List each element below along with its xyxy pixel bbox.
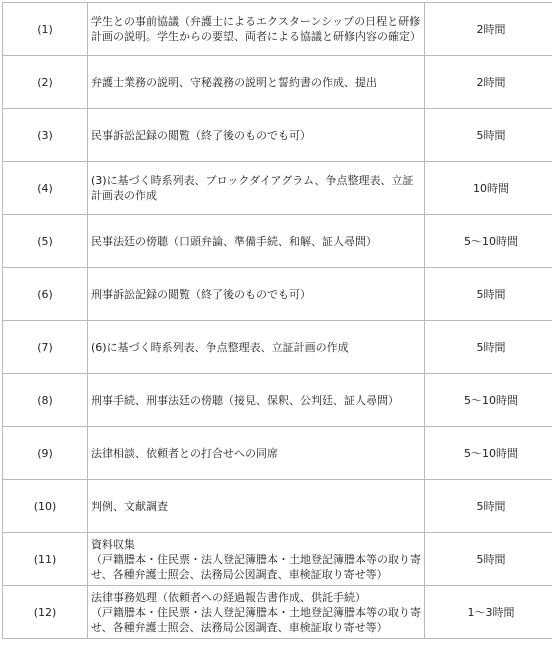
table-row xyxy=(3,480,552,533)
row-description: 学生との事前協議（弁護士によるエクスターンシップの日程と研修計画の説明。学生からの要望、両者による協議と研修内容の確定） xyxy=(88,3,425,56)
row-number: (2) xyxy=(3,56,88,109)
row-hours: 2時間 xyxy=(425,56,552,109)
row-hours: 10時間 xyxy=(425,162,552,215)
row-number: (6) xyxy=(3,268,88,321)
row-hours: 5時間 xyxy=(425,268,552,321)
table-row xyxy=(3,268,552,321)
row-description: 資料収集 （戸籍謄本・住民票・法人登記簿謄本・土地登記簿謄本等の取り寄せ、各種弁護士照会、法務局公図調査、車検証取り寄せ等） xyxy=(88,533,425,586)
row-number: (8) xyxy=(3,374,88,427)
row-description: 民事訴訟記録の閲覧（終了後のものでも可） xyxy=(88,109,425,162)
table-row xyxy=(3,56,552,109)
row-number: (12) xyxy=(3,586,88,639)
table-row xyxy=(3,321,552,374)
row-number: (1) xyxy=(3,3,88,56)
row-hours: 5～10時間 xyxy=(425,215,552,268)
row-hours: 5時間 xyxy=(425,480,552,533)
row-description: 法律相談、依頼者との打合せへの同席 xyxy=(88,427,425,480)
table-row xyxy=(3,586,552,639)
row-number: (4) xyxy=(3,162,88,215)
row-number: (10) xyxy=(3,480,88,533)
table-row xyxy=(3,109,552,162)
row-description: (6)に基づく時系列表、争点整理表、立証計画の作成 xyxy=(88,321,425,374)
row-hours: 5時間 xyxy=(425,321,552,374)
row-number: (7) xyxy=(3,321,88,374)
row-hours: 5～10時間 xyxy=(425,427,552,480)
row-description: 民事法廷の傍聴（口頭弁論、準備手続、和解、証人尋問） xyxy=(88,215,425,268)
row-hours: 5～10時間 xyxy=(425,374,552,427)
externship-schedule-table xyxy=(2,2,552,639)
row-number: (3) xyxy=(3,109,88,162)
row-description: 判例、文献調査 xyxy=(88,480,425,533)
row-description: 刑事訴訟記録の閲覧（終了後のものでも可） xyxy=(88,268,425,321)
row-description: 法律事務処理（依頼者への経過報告書作成、供託手続） （戸籍謄本・住民票・法人登記簿謄本・土地登記簿謄本等の取り寄せ、各種弁護士照会、法務局公図調査、車検証取り寄せ等） xyxy=(88,586,425,639)
table-row xyxy=(3,427,552,480)
row-description: (3)に基づく時系列表、ブロックダイアグラム、争点整理表、立証計画表の作成 xyxy=(88,162,425,215)
table-row xyxy=(3,215,552,268)
row-number: (11) xyxy=(3,533,88,586)
row-number: (5) xyxy=(3,215,88,268)
row-description: 弁護士業務の説明、守秘義務の説明と誓約書の作成、提出 xyxy=(88,56,425,109)
row-hours: 5時間 xyxy=(425,533,552,586)
table-row xyxy=(3,374,552,427)
row-hours: 5時間 xyxy=(425,109,552,162)
table-row xyxy=(3,533,552,586)
table-row xyxy=(3,3,552,56)
row-hours: 1～3時間 xyxy=(425,586,552,639)
row-hours: 2時間 xyxy=(425,3,552,56)
table-row xyxy=(3,162,552,215)
row-description: 刑事手続、刑事法廷の傍聴（接見、保釈、公判廷、証人尋問） xyxy=(88,374,425,427)
row-number: (9) xyxy=(3,427,88,480)
